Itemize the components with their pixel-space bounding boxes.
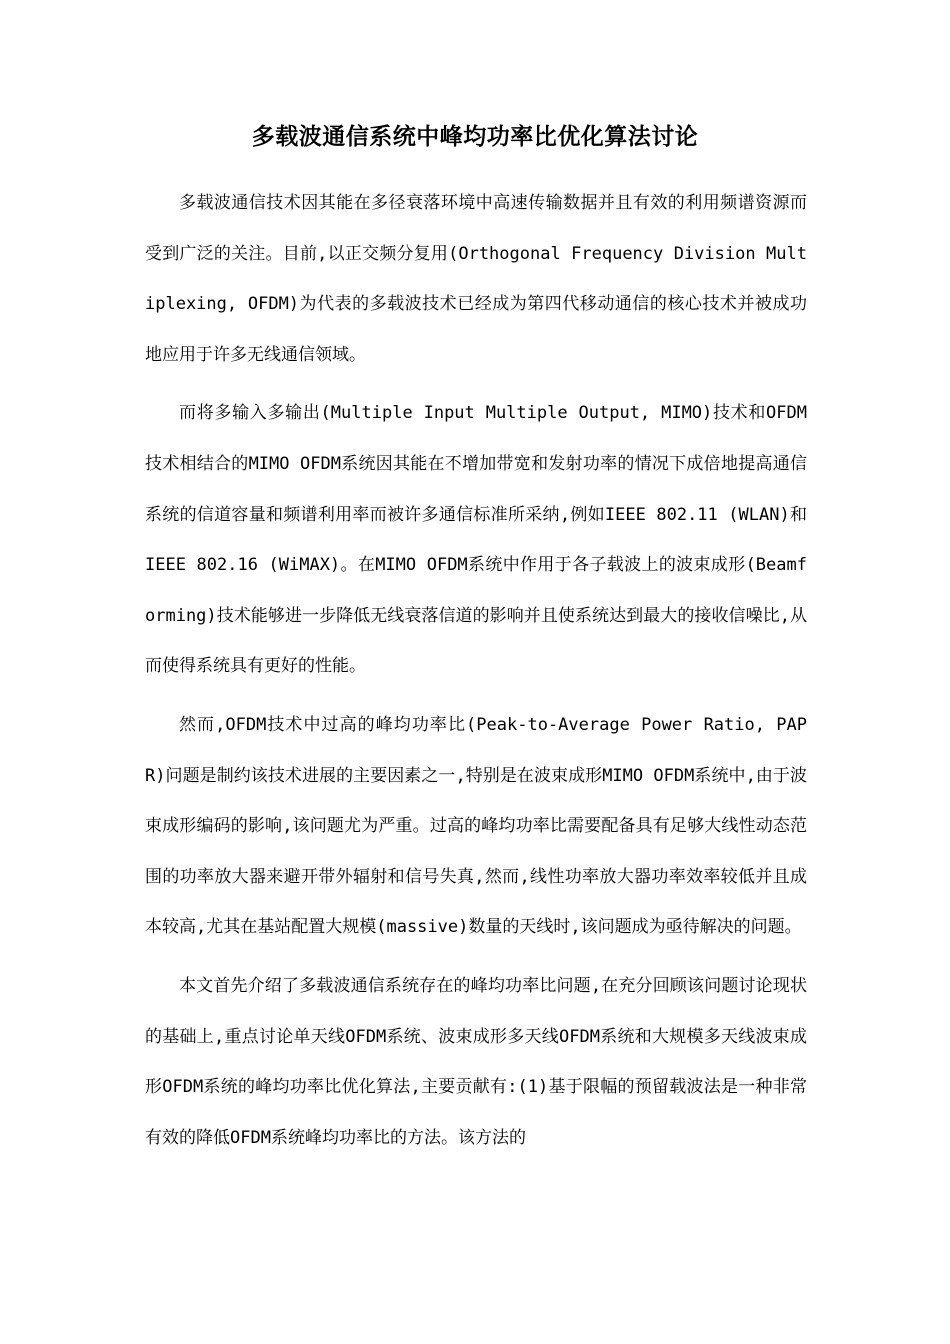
paragraph-2: 而将多输入多输出(Multiple Input Multiple Output, MIMO)技术和OFDM技术相结合的MIMO OFDM系统因其能在不增加带宽和发射功率的情况下成倍地提高通信系统的信道容量和频谱利用率而被许多通信标准所采纳,例如IEEE 802.11 (WLAN)和IEEE 802.16 (WiMAX)。在MIMO OFDM系统中作用于各子载波上的波束成形(Beamforming)技术能够进一步降低无线衰落信道的影响并且使系统达到最大的接收信噪比,从而使得系统具有更好的性能。 [145,403,807,677]
paragraph-4: 本文首先介绍了多载波通信系统存在的峰均功率比问题,在充分回顾该问题讨论现状的基础上,重点讨论单天线OFDM系统、波束成形多天线OFDM系统和大规模多天线波束成形OFDM系统的峰均功率比优化算法,主要贡献有:(1)基于限幅的预留载波法是一种非常有效的降低OFDM系统峰均功率比的方法。该方法的 [145,975,807,1148]
document-title: 多载波通信系统中峰均功率比优化算法讨论 [251,123,699,150]
document-body [145,178,807,1171]
paragraph-1: 多载波通信技术因其能在多径衰落环境中高速传输数据并且有效的利用频谱资源而受到广泛的关注。目前,以正交频分复用(Orthogonal Frequency Division Multiplexing, OFDM)为代表的多载波技术已经成为第四代移动通信的核心技术并被成功地应用于许多无线通信领域。 [145,193,807,365]
paragraph-3: 然而,OFDM技术中过高的峰均功率比(Peak-to-Average Power Ratio, PAPR)问题是制约该技术进展的主要因素之一,特别是在波束成形MIMO OFDM系统中,由于波束成形编码的影响,该问题尤为严重。过高的峰均功率比需要配备具有足够大线性动态范围的功率放大器来避开带外辐射和信号失真,然而,线性功率放大器功率效率较低并且成本较高,尤其在基站配置大规模(massive)数量的天线时,该问题成为亟待解决的问题。 [145,714,807,938]
